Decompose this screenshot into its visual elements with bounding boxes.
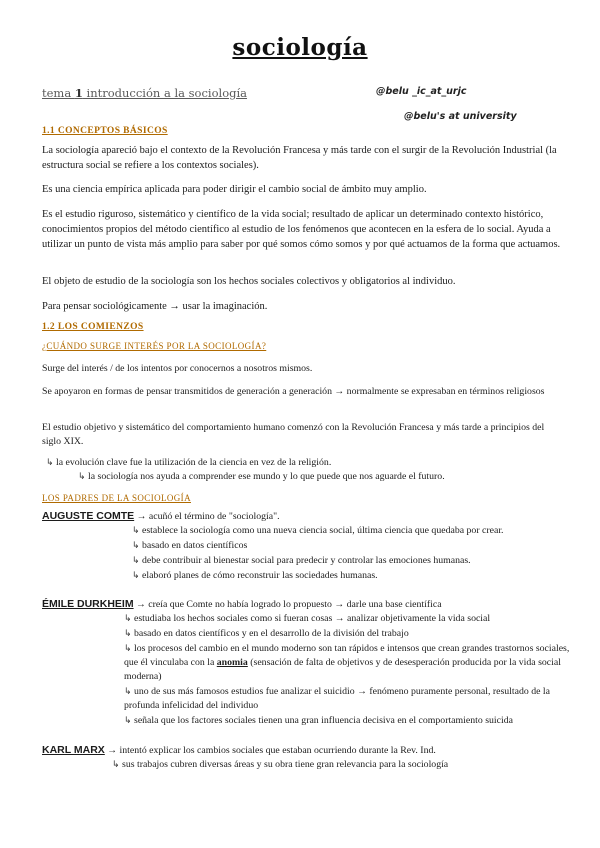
list-item: ↳ basado en datos científicos y en el desarrollo de la división del trabajo	[124, 628, 409, 639]
durkheim-intro: ÉMILE DURKHEIM → creía que Comte no había logrado lo propuesto → darle una base científica	[42, 598, 442, 610]
author-handle-1: @belu _ic_at_urjc	[376, 86, 467, 97]
paragraph: La sociología apareció bajo el contexto de la Revolución Francesa y más tarde con el surgir de la Revolución Industrial (la estructura social se refiere a los contextos sociales).	[42, 145, 557, 171]
paragraph: Surge del interés / de los intentos por conocernos a nosotros mismos.	[42, 363, 313, 374]
list-item: ↳ establece la sociología como una nueva ciencia social, última ciencia que quedaba por crear.	[132, 525, 504, 536]
return-arrow-icon: ↳	[132, 556, 140, 566]
topic-number: 1	[74, 86, 83, 100]
comte-intro: AUGUSTE COMTE → acuñó el término de "sociología".	[42, 510, 280, 522]
return-arrow-icon: ↳	[124, 716, 132, 726]
list-item: ↳ la evolución clave fue la utilización de la ciencia en vez de la religión.	[46, 457, 332, 468]
marx-intro: KARL MARX → intentó explicar los cambios sociales que estaban ocurriendo durante la Rev. Ind.	[42, 744, 436, 756]
list-item: ↳ uno de sus más famosos estudios fue analizar el suicidio → fenómeno puramente personal, resultado de la profunda infelicidad del individuo	[124, 686, 550, 711]
list-item: ↳ basado en datos científicos	[132, 540, 248, 551]
paragraph: Para pensar sociológicamente → usar la imaginación.	[42, 301, 268, 312]
paragraph: El objeto de estudio de la sociología son los hechos sociales colectivos y obligatorios al individuo.	[42, 276, 456, 287]
anomia-term: anomia	[216, 657, 248, 668]
paragraph: Es el estudio riguroso, sistemático y científico de la vida social; resultado de aplicar un determinado contexto histórico, conocimientos propios del método científico al estudio de los fenómenos que acontecen en la esfera de lo social. Ayuda a utilizar un punto de vista más amplio para saber por qué somos cómo somos y por qué actuamos de la forma que actuamos.	[42, 209, 561, 250]
list-item: ↳ estudiaba los hechos sociales como si fueran cosas → analizar objetivamente la vida social	[124, 613, 491, 624]
return-arrow-icon: ↳	[132, 571, 140, 581]
topic-heading	[42, 86, 247, 100]
return-arrow-icon: ↳	[124, 644, 132, 654]
section-heading-1-2: 1.2 LOS COMIENZOS	[42, 322, 144, 332]
author-handle-2: @belu's at university	[404, 111, 517, 122]
return-arrow-icon: ↳	[124, 614, 132, 624]
return-arrow-icon: ↳	[124, 629, 132, 639]
return-arrow-icon: ↳	[132, 541, 140, 551]
return-arrow-icon: ↳	[112, 760, 120, 770]
list-item: ↳ señala que los factores sociales tienen una gran influencia decisiva en el comportamiento suicida	[124, 715, 513, 726]
topic-prefix: tema	[42, 86, 75, 100]
paragraph: El estudio objetivo y sistemático del comportamiento humano comenzó con la Revolución Francesa y más tarde a principios del siglo XIX.	[42, 422, 545, 447]
return-arrow-icon: ↳	[78, 472, 86, 482]
paragraph: Se apoyaron en formas de pensar transmitidos de generación a generación → normalmente se expresaban en términos religiosos	[42, 386, 545, 397]
subheading: ¿CUÁNDO SURGE INTERÉS POR LA SOCIOLOGÍA?	[42, 341, 267, 351]
list-item: ↳ elaboró planes de cómo reconstruir las sociedades humanas.	[132, 570, 378, 581]
durkheim-name: ÉMILE DURKHEIM	[42, 598, 134, 610]
page-title: sociología	[232, 34, 368, 61]
list-item: ↳ sus trabajos cubren diversas áreas y su obra tiene gran relevancia para la sociología	[112, 759, 449, 770]
comte-name: AUGUSTE COMTE	[42, 510, 135, 522]
topic-rest: introducción a la sociología	[82, 86, 248, 100]
subheading-padres: LOS PADRES DE LA SOCIOLOGÍA	[42, 493, 191, 503]
list-item: ↳ debe contribuir al bienestar social para predecir y controlar las emociones humanas.	[132, 555, 471, 566]
return-arrow-icon: ↳	[46, 458, 54, 468]
section-heading-1-1: 1.1 CONCEPTOS BÁSICOS	[42, 126, 168, 136]
return-arrow-icon: ↳	[132, 526, 140, 536]
return-arrow-icon: ↳	[124, 687, 132, 697]
list-item: ↳ la sociología nos ayuda a comprender ese mundo y lo que puede que nos aguarde el futuro.	[78, 471, 445, 482]
marx-name: KARL MARX	[42, 744, 105, 756]
paragraph: Es una ciencia empírica aplicada para poder dirigir el cambio social de ámbito muy amplio.	[42, 184, 427, 195]
list-item: ↳ los procesos del cambio en el mundo moderno son tan rápidos e intensos que crean grandes trastornos sociales, que él vinculaba con la anomia (sensación de falta de objetivos y de desesperación producida por la vida social moderna)	[124, 643, 570, 682]
